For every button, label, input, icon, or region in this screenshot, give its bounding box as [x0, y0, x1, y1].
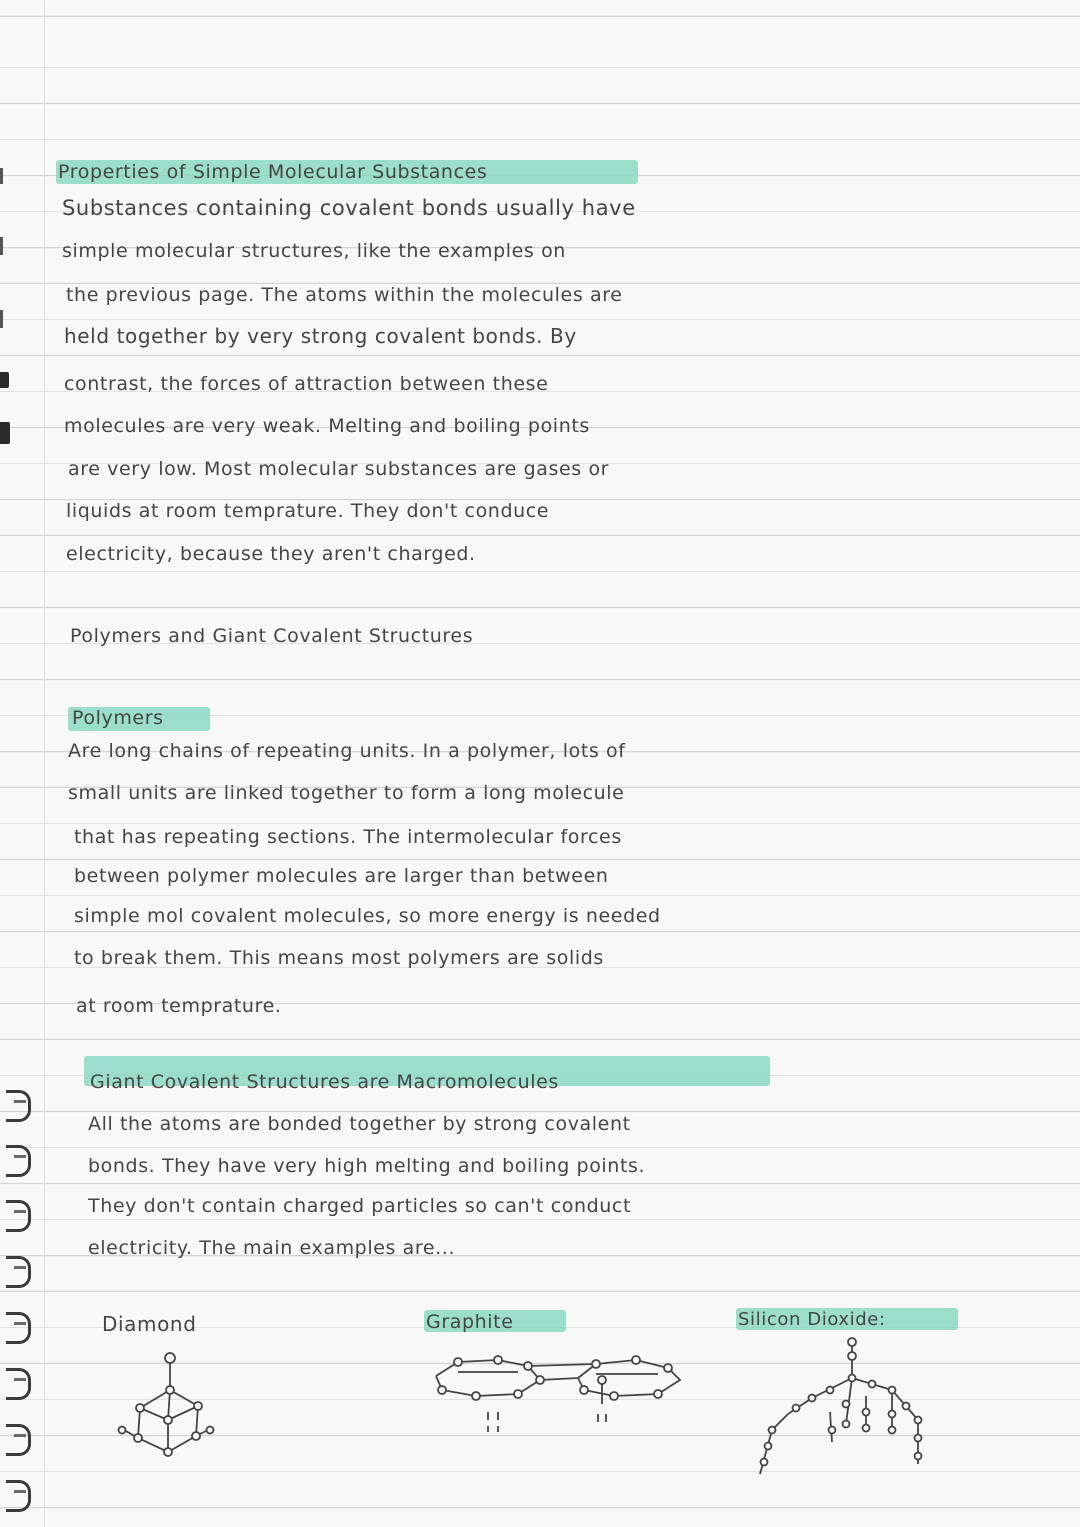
- spiral-coil: [6, 1090, 31, 1122]
- body-line: electricity, because they aren't charged.: [66, 543, 476, 565]
- margin-line: [44, 0, 45, 1527]
- spiral-coil: [6, 1368, 31, 1400]
- label-graphite: Graphite: [426, 1311, 514, 1333]
- body-line: that has repeating sections. The intermolecular forces: [74, 826, 622, 848]
- body-line: liquids at room temprature. They don't conduce: [66, 500, 550, 522]
- label-silicon-dioxide: Silicon Dioxide:: [738, 1309, 886, 1330]
- body-line: electricity. The main examples are...: [88, 1237, 456, 1259]
- silicon-dioxide-structure-icon: [742, 1334, 932, 1474]
- section-title-simple-molecular: Properties of Simple Molecular Substances: [58, 161, 488, 183]
- diamond-structure-icon: [110, 1350, 220, 1460]
- graphite-structure-icon: [428, 1350, 698, 1440]
- spiral-coil: [6, 1256, 31, 1288]
- body-line: They don't contain charged particles so can't conduct: [88, 1195, 631, 1217]
- body-line: held together by very strong covalent bonds. By: [64, 324, 577, 348]
- body-line: molecules are very weak. Melting and boiling points: [64, 415, 590, 437]
- body-line: simple mol covalent molecules, so more energy is needed: [74, 905, 661, 927]
- edge-tab: [0, 372, 9, 388]
- edge-tick: [0, 237, 3, 255]
- body-line: to break them. This means most polymers are solids: [74, 947, 604, 969]
- edge-tick: [0, 168, 3, 184]
- spiral-coil: [6, 1200, 31, 1232]
- edge-tick: [0, 310, 3, 328]
- body-line: at room temprature.: [76, 995, 282, 1017]
- body-line: Substances containing covalent bonds usually have: [62, 196, 636, 220]
- body-line: simple molecular structures, like the examples on: [62, 240, 566, 262]
- body-line: the previous page. The atoms within the molecules are: [66, 284, 623, 306]
- edge-tab: [0, 422, 10, 444]
- body-line: All the atoms are bonded together by strong covalent: [88, 1113, 631, 1135]
- body-line: contrast, the forces of attraction between these: [64, 373, 549, 395]
- body-line: between polymer molecules are larger than between: [74, 865, 609, 887]
- spiral-coil: [6, 1312, 31, 1344]
- body-line: are very low. Most molecular substances are gases or: [68, 458, 610, 480]
- section-title-giant-covalent: Giant Covalent Structures are Macromolecules: [90, 1071, 559, 1093]
- spiral-coil: [6, 1424, 31, 1456]
- section-title-polymers: Polymers: [72, 707, 164, 729]
- body-line: Are long chains of repeating units. In a polymer, lots of: [68, 740, 626, 762]
- section-title-polymers-giant: Polymers and Giant Covalent Structures: [70, 625, 474, 647]
- body-line: bonds. They have very high melting and boiling points.: [88, 1155, 646, 1177]
- spiral-coil: [6, 1480, 31, 1512]
- body-line: small units are linked together to form a long molecule: [68, 782, 625, 804]
- label-diamond: Diamond: [102, 1312, 197, 1336]
- spiral-coil: [6, 1145, 31, 1177]
